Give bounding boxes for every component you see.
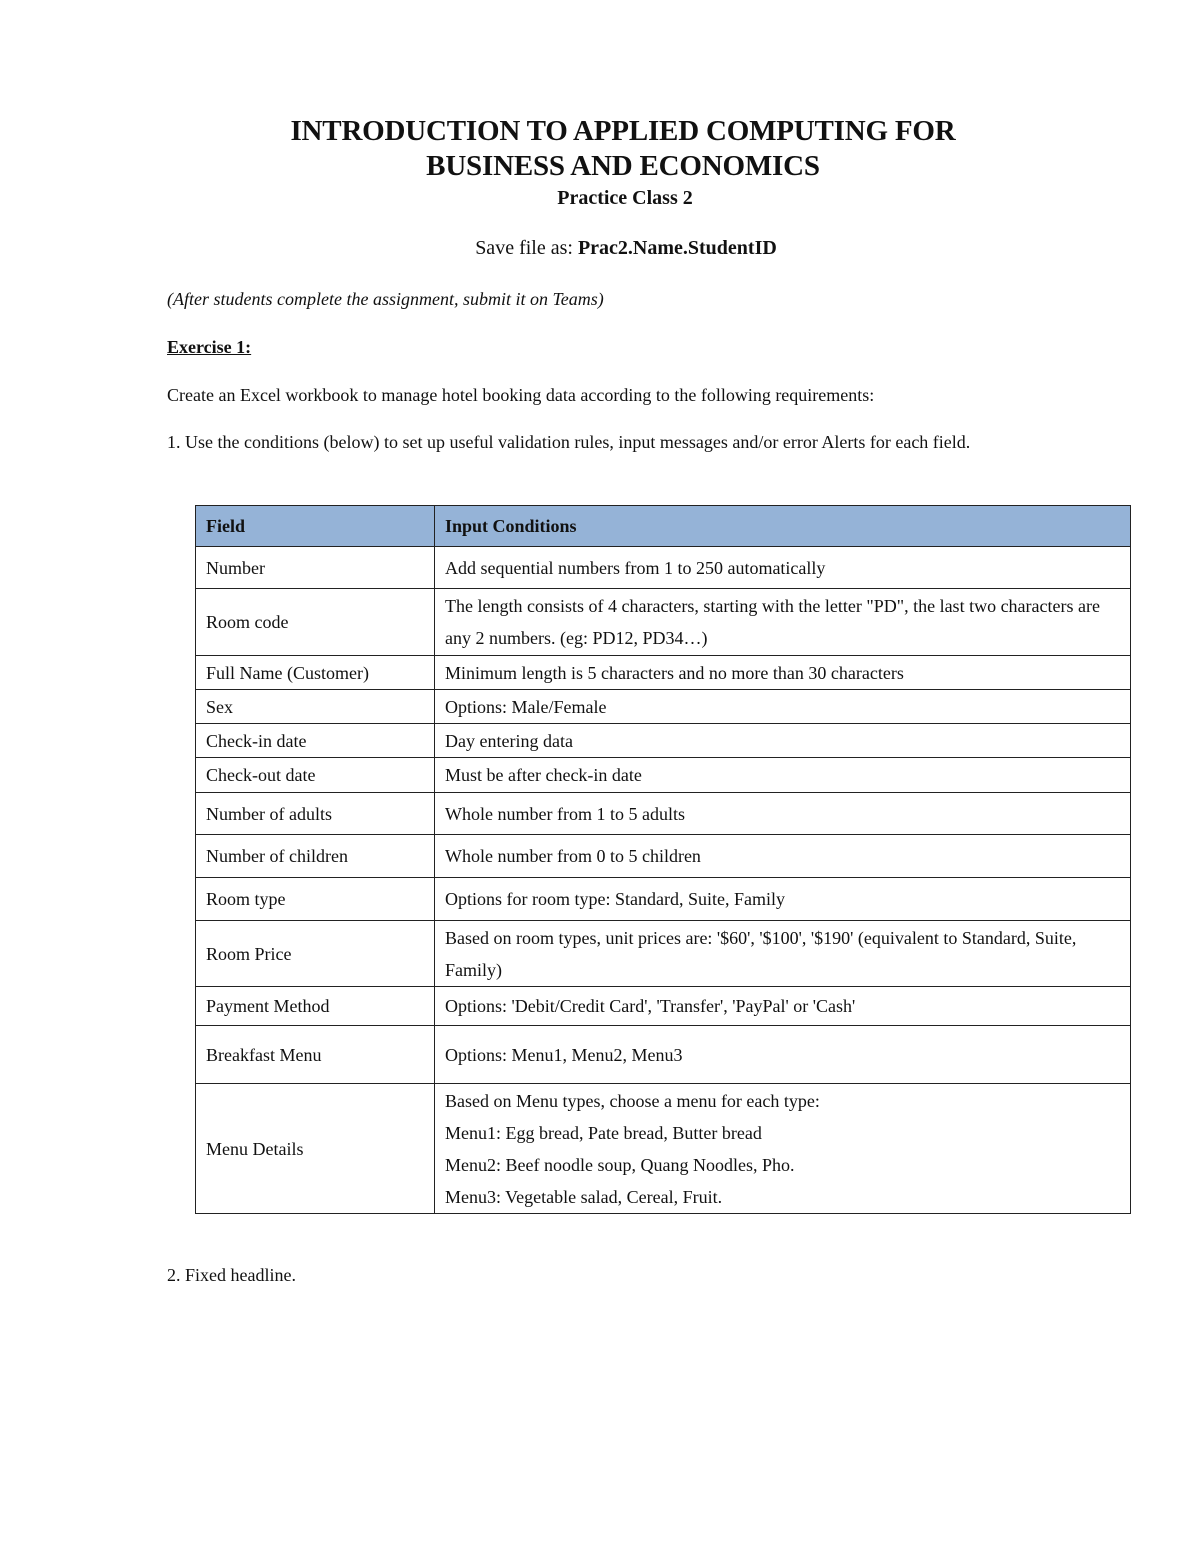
document-title-line-2: BUSINESS AND ECONOMICS bbox=[426, 150, 820, 182]
condition-cell: Options: Male/Female bbox=[435, 690, 1131, 724]
field-cell: Number of adults bbox=[196, 793, 435, 835]
table-row bbox=[196, 547, 1131, 589]
table-row bbox=[196, 878, 1131, 921]
field-cell: Breakfast Menu bbox=[196, 1026, 435, 1084]
exercise-heading: Exercise 1: bbox=[167, 337, 252, 357]
field-cell: Check-out date bbox=[196, 758, 435, 793]
condition-cell: Add sequential numbers from 1 to 250 automatically bbox=[435, 547, 1131, 589]
field-cell: Room type bbox=[196, 878, 435, 921]
table-row bbox=[196, 589, 1131, 656]
table-row bbox=[196, 724, 1131, 758]
table-row bbox=[196, 987, 1131, 1026]
condition-cell: Options for room type: Standard, Suite, Family bbox=[435, 878, 1131, 921]
field-cell: Number bbox=[196, 547, 435, 589]
field-cell: Full Name (Customer) bbox=[196, 656, 435, 690]
field-cell: Check-in date bbox=[196, 724, 435, 758]
menu-details-line: Menu1: Egg bread, Pate bread, Butter bread bbox=[445, 1122, 762, 1143]
document-title-line-1: INTRODUCTION TO APPLIED COMPUTING FOR bbox=[290, 115, 956, 147]
condition-cell: Whole number from 1 to 5 adults bbox=[435, 793, 1131, 835]
condition-cell: Whole number from 0 to 5 children bbox=[435, 835, 1131, 878]
document-subtitle: Practice Class 2 bbox=[557, 187, 693, 209]
field-cell: Payment Method bbox=[196, 987, 435, 1026]
requirement-1: 1. Use the conditions (below) to set up useful validation rules, input messages and/or error Alerts for each field. bbox=[167, 432, 971, 452]
save-as-line bbox=[26, 233, 1200, 263]
table-row bbox=[196, 656, 1131, 690]
condition-cell: The length consists of 4 characters, starting with the letter "PD", the last two characters are any 2 numbers. (eg: PD12, PD34…) bbox=[435, 589, 1131, 656]
condition-cell: Based on room types, unit prices are: '$60', '$100', '$190' (equivalent to Standard, Suite, Family) bbox=[435, 921, 1131, 987]
table-header-row bbox=[196, 506, 1131, 547]
condition-cell: Must be after check-in date bbox=[435, 758, 1131, 793]
table-row bbox=[196, 690, 1131, 724]
table-row bbox=[196, 921, 1131, 987]
field-cell: Sex bbox=[196, 690, 435, 724]
exercise-intro: Create an Excel workbook to manage hotel booking data according to the following requirements: bbox=[167, 385, 875, 405]
table-row bbox=[196, 1084, 1131, 1214]
condition-cell: Options: 'Debit/Credit Card', 'Transfer', 'PayPal' or 'Cash' bbox=[435, 987, 1131, 1026]
field-cell: Number of children bbox=[196, 835, 435, 878]
menu-details-line: Based on Menu types, choose a menu for each type: bbox=[445, 1090, 820, 1111]
header-field: Field bbox=[196, 506, 435, 547]
condition-cell-multiline bbox=[435, 1084, 1131, 1214]
menu-details-line: Menu2: Beef noodle soup, Quang Noodles, Pho. bbox=[445, 1154, 795, 1175]
field-cell: Menu Details bbox=[196, 1084, 435, 1214]
save-as-label: Save file as: bbox=[475, 237, 578, 259]
menu-details-line: Menu3: Vegetable salad, Cereal, Fruit. bbox=[445, 1186, 723, 1207]
table-row bbox=[196, 1026, 1131, 1084]
table-row bbox=[196, 758, 1131, 793]
requirement-2: 2. Fixed headline. bbox=[167, 1265, 296, 1285]
table-row bbox=[196, 835, 1131, 878]
save-as-filename: Prac2.Name.StudentID bbox=[577, 237, 777, 259]
table-row bbox=[196, 793, 1131, 835]
header-input-conditions: Input Conditions bbox=[435, 506, 1131, 547]
condition-cell: Options: Menu1, Menu2, Menu3 bbox=[435, 1026, 1131, 1084]
field-cell: Room Price bbox=[196, 921, 435, 987]
condition-cell: Minimum length is 5 characters and no more than 30 characters bbox=[435, 656, 1131, 690]
submission-note: (After students complete the assignment, submit it on Teams) bbox=[167, 289, 604, 309]
field-cell: Room code bbox=[196, 589, 435, 656]
input-conditions-table bbox=[195, 505, 1131, 1214]
condition-cell: Day entering data bbox=[435, 724, 1131, 758]
